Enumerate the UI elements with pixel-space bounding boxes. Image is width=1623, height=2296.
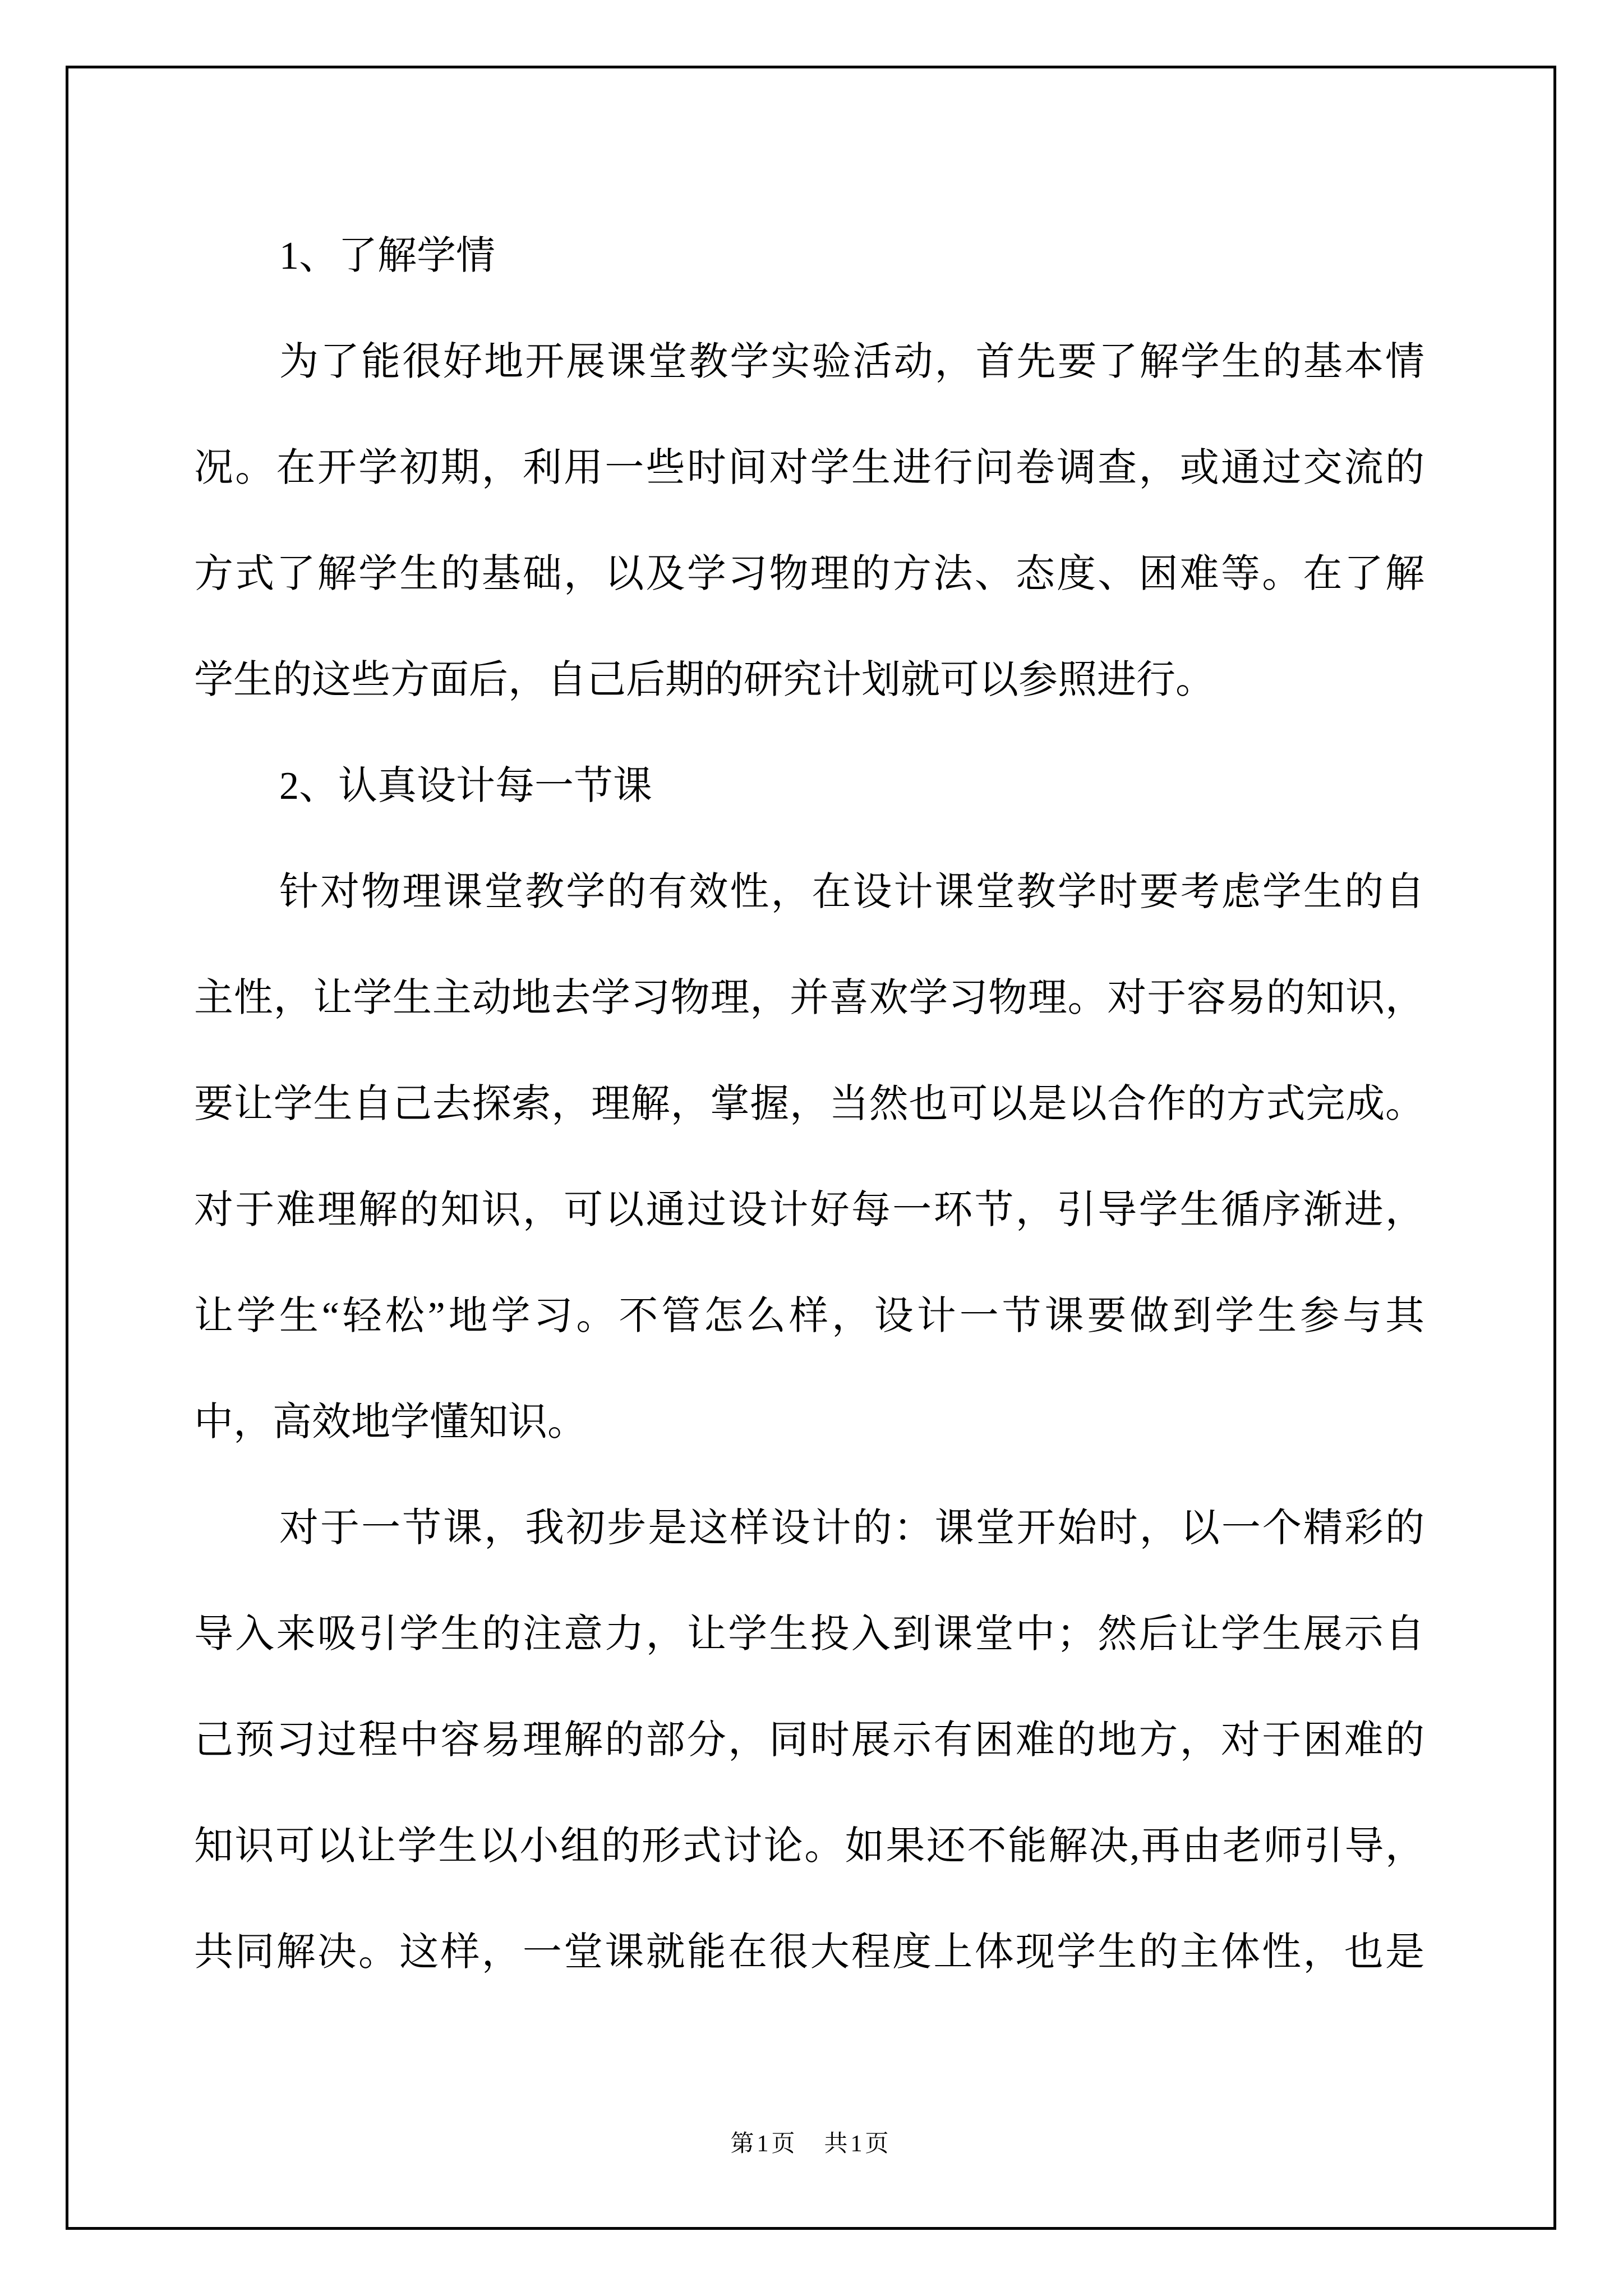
page-number-text: 第1页 共1页 — [730, 2131, 892, 2157]
text-line: 要让学生自己去探索，理解，掌握，当然也可以是以合作的方式完成。 — [194, 1083, 1424, 1126]
text-line: 学生的这些方面后，自己后期的研究计划就可以参照进行。 — [194, 659, 1215, 702]
text-line: 让学生“轻松”地学习。不管怎么样，设计一节课要做到学生参与其 — [194, 1295, 1424, 1338]
text-line: 针对物理课堂教学的有效性，在设计课堂教学时要考虑学生的自 — [279, 871, 1424, 914]
text-line: 对于难理解的知识，可以通过设计好每一环节，引导学生循序渐进， — [194, 1189, 1424, 1232]
text-line: 况。在开学初期，利用一些时间对学生进行问卷调查，或通过交流的 — [194, 447, 1424, 490]
text-line: 知识可以让学生以小组的形式讨论。如果还不能解决,再由老师引导， — [194, 1825, 1424, 1868]
text-line: 1、了解学情 — [279, 234, 495, 278]
page-border-frame — [66, 66, 1556, 2230]
page-footer — [68, 2131, 1553, 2158]
text-line: 己预习过程中容易理解的部分，同时展示有困难的地方，对于困难的 — [194, 1719, 1424, 1762]
text-line: 中，高效地学懂知识。 — [194, 1401, 587, 1444]
text-line: 为了能很好地开展课堂教学实验活动，首先要了解学生的基本情 — [279, 341, 1424, 384]
text-line: 主性，让学生主动地去学习物理，并喜欢学习物理。对于容易的知识， — [194, 977, 1424, 1020]
text-line: 2、认真设计每一节课 — [279, 765, 652, 808]
document-lines — [194, 203, 1424, 2005]
text-line: 共同解决。这样，一堂课就能在很大程度上体现学生的主体性，也是 — [194, 1931, 1424, 1974]
text-line: 方式了解学生的基础，以及学习物理的方法、态度、困难等。在了解 — [194, 553, 1424, 596]
text-line: 对于一节课，我初步是这样设计的：课堂开始时，以一个精彩的 — [279, 1507, 1424, 1550]
text-line: 导入来吸引学生的注意力，让学生投入到课堂中；然后让学生展示自 — [194, 1613, 1424, 1656]
